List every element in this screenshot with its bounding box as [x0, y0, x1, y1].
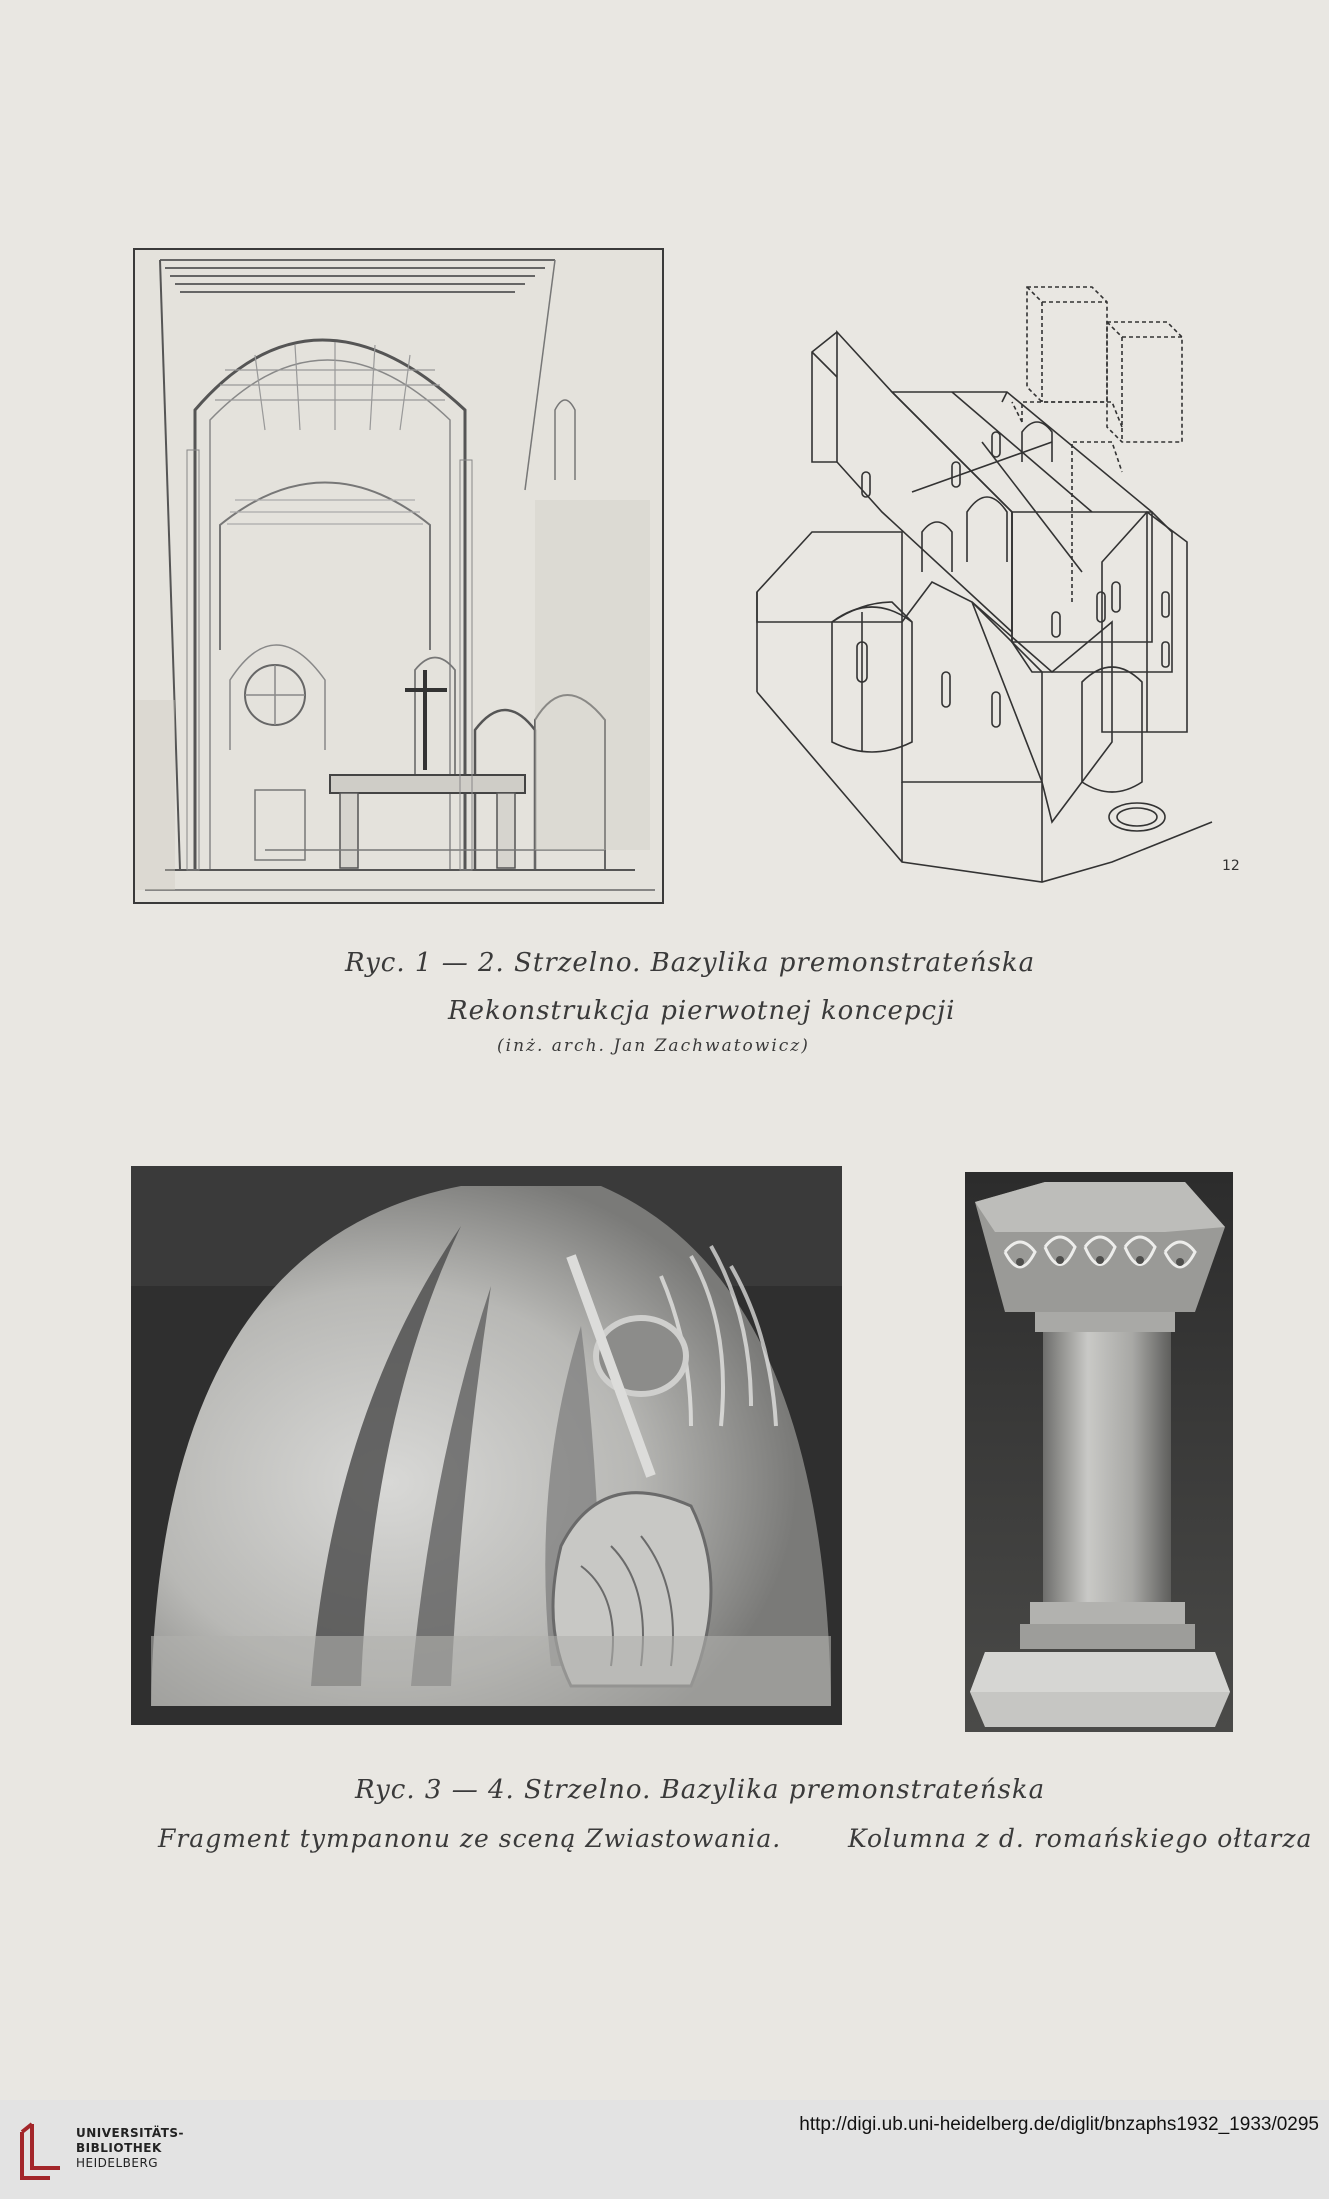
source-url-link[interactable]: http://digi.ub.uni-heidelberg.de/diglit/bnzaphs1932_1933/0295	[799, 2114, 1319, 2135]
library-logo-icon[interactable]	[16, 2118, 66, 2184]
figure-tympanum-photo	[131, 1166, 842, 1725]
tympanum-photo-image	[131, 1166, 842, 1725]
caption-3-4-title: Ryc. 3 — 4. Strzelno. Bazylika premonstrateńska	[355, 1775, 1046, 1805]
figure-axonometric-reconstruction	[752, 262, 1242, 902]
logo-text-line2: BIBLIOTHEK	[76, 2141, 162, 2155]
logo-text-line1: UNIVERSITÄTS-	[76, 2126, 185, 2140]
logo-text-line3: HEIDELBERG	[76, 2156, 159, 2170]
figure-number-label: 12	[1222, 858, 1240, 874]
caption-3-4-left: Fragment tympanonu ze sceną Zwiastowania.	[158, 1824, 782, 1853]
column-photo-image	[965, 1172, 1233, 1732]
caption-3-4-right: Kolumna z d. romańskiego ołtarza	[848, 1824, 1313, 1853]
caption-1-2-subtitle: Rekonstrukcja pierwotnej koncepcji	[448, 996, 956, 1026]
figure-column-photo	[965, 1172, 1233, 1732]
footer-bar	[0, 2100, 1329, 2199]
axonometric-illustration	[752, 262, 1242, 902]
figure-interior-drawing	[133, 248, 664, 904]
interior-drawing-illustration	[135, 250, 662, 902]
caption-1-2-credit: (inż. arch. Jan Zachwatowicz)	[497, 1036, 810, 1056]
caption-1-2-title: Ryc. 1 — 2. Strzelno. Bazylika premonstrateńska	[345, 948, 1036, 978]
